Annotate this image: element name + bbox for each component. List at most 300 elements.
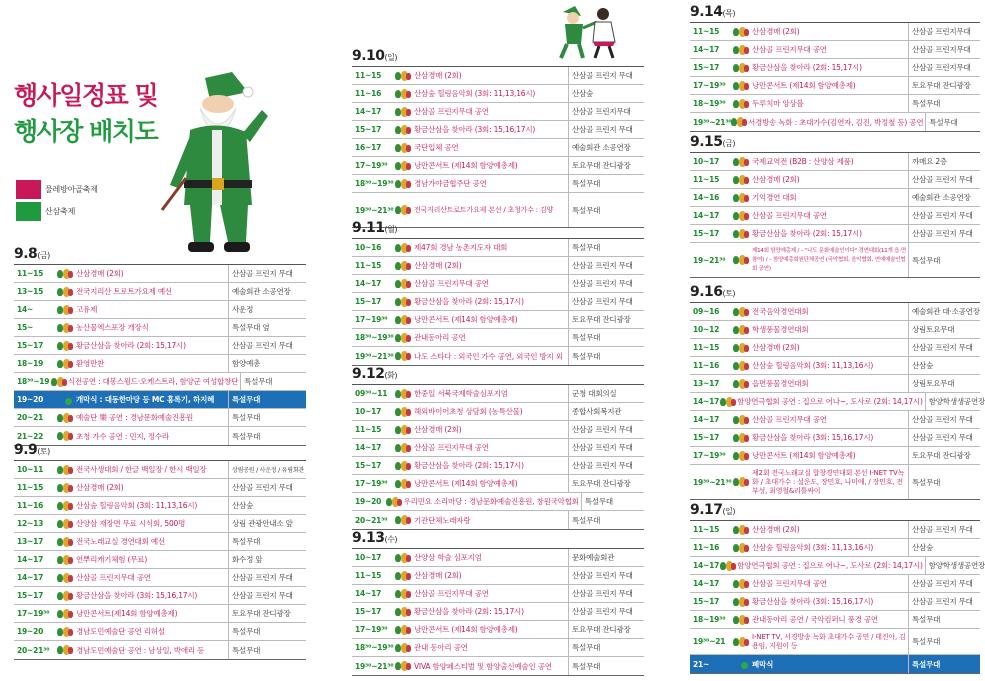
schedule-row [352, 493, 644, 511]
event-time: 17~19³⁰ [355, 625, 388, 634]
mascot-icon [392, 259, 414, 273]
schedule-row [14, 319, 306, 337]
event-place: 특설무대 옆 [228, 319, 306, 336]
title-line-1: 행사일정표 및 [14, 81, 158, 110]
mascot-icon [730, 253, 752, 267]
event-time: 21~22 [17, 431, 44, 441]
mascot-icon [730, 413, 752, 427]
event-name: 낭만콘서트(제14회 함양예총제) [76, 609, 178, 618]
mascot-icon [54, 481, 76, 495]
event-time: 11~15 [355, 425, 382, 434]
mascot-icon [392, 331, 414, 345]
event-time: 14~17 [693, 579, 720, 588]
event-name: 나도 스타다 : 외국인 가수 공연, 외국인 방지 외 [414, 351, 563, 361]
day-9-8 [14, 244, 306, 446]
schedule-row [352, 385, 644, 403]
schedule-row [690, 77, 980, 95]
event-place: 특설무대 [228, 623, 306, 640]
mascot-icon [730, 449, 752, 463]
day-date: 9.13 [352, 530, 385, 546]
schedule-row [352, 311, 644, 329]
event-name: 기억경연 대회 [752, 193, 797, 202]
event-name: 낭만콘서트 (제14회 함양예총제) [752, 81, 856, 90]
event-name: 전국지리산 트로트가요제 예선 [76, 287, 172, 296]
event-place: 산삼숲 [228, 497, 306, 514]
event-place: 상림공원 / 사운정 / 유림회관 [228, 461, 306, 478]
day-date: 9.16 [690, 284, 723, 300]
event-time: 17~19³⁰ [355, 161, 388, 170]
event-name: 산삼골 프린지무대 공연 [414, 589, 489, 598]
mascot-icon [54, 571, 76, 585]
event-time: 14~17 [355, 443, 382, 452]
mascot-icon [392, 241, 414, 255]
event-time: 10~17 [355, 407, 382, 416]
schedule-table [14, 460, 306, 660]
event-place: 산삼골 프린지 무대 [568, 603, 644, 620]
event-time: 14~17 [693, 45, 720, 54]
schedule-row [352, 639, 644, 657]
event-time: 17~19³⁰ [17, 609, 50, 618]
mascot-icon [392, 69, 414, 83]
event-name: 황금산삼을 찾아라 (2회: 15,17시) [752, 63, 862, 72]
schedule-row [690, 411, 980, 429]
event-time: 13~15 [17, 287, 44, 296]
schedule-row [690, 429, 980, 447]
event-name: 농산물엑스포장 개장식 [76, 323, 149, 332]
schedule-row [690, 393, 985, 411]
event-time: 11~15 [17, 269, 44, 278]
schedule-row [352, 121, 644, 139]
schedule-row [352, 67, 644, 85]
event-place: 산삼골 프린지 무대 [568, 585, 644, 602]
schedule-table [352, 548, 644, 676]
event-time: 13~17 [693, 379, 720, 388]
event-place: 함양예총 [228, 355, 306, 372]
mascot-icon [392, 123, 414, 137]
schedule-row [352, 347, 644, 365]
mascot-icon [392, 623, 414, 637]
event-time: 10~12 [693, 325, 720, 334]
schedule-row [690, 465, 980, 499]
event-time: 18~19 [17, 359, 44, 368]
event-time: 20~21³⁰ [355, 515, 388, 525]
mascot-icon [392, 477, 414, 491]
mascot-icon [392, 405, 414, 419]
event-place: 산삼골 프린지 무대 [908, 171, 980, 188]
event-place: 토요무대 잔디광장 [908, 77, 980, 94]
mascot-icon [719, 559, 737, 573]
event-name: 식전공연 : 대봉스윙드·오케스트라, 함양군 여성합창단 [67, 377, 239, 386]
schedule-row [690, 629, 980, 655]
schedule-row [352, 139, 644, 157]
event-place: 까매요 2층 [908, 153, 980, 170]
event-name: 산양삼 재장면 무료 시식회, 500명 [76, 519, 186, 528]
schedule-row [14, 355, 306, 373]
mascot-icon [730, 61, 752, 75]
event-name: 제14회 함양예총제 / – "나도 문화예술인이다" 경연대회(11개 읍·면 참여) / – 함양예총회원단체공연 (국악협회, 음악협회, 연예예술인협회 공연) [752, 247, 906, 272]
event-time: 10~11 [17, 465, 44, 474]
mascot-icon [54, 339, 76, 353]
event-place: 산삼골 프린지 무대 [908, 207, 980, 224]
mascot-icon [392, 513, 414, 527]
event-place: 특설무대 [568, 347, 644, 365]
mascot-icon [730, 377, 752, 391]
mascot-icon [392, 313, 414, 327]
event-name: 황금산삼을 찾아라 (3회: 15,16,17시) [752, 433, 874, 442]
event-name: 낭만콘서트 (제14회 함양예총제) [414, 161, 518, 170]
event-time: 15~17 [355, 297, 382, 306]
page-title [14, 78, 157, 150]
event-place: 특설무대 [568, 657, 644, 675]
event-name: 폐막식 [752, 659, 774, 669]
mascot-icon [392, 605, 414, 619]
event-time: 14~17 [693, 561, 720, 570]
mascot-icon [730, 173, 752, 187]
event-place: 특설무대 [581, 493, 644, 510]
mascot-icon [730, 97, 752, 111]
schedule-row [14, 461, 306, 479]
event-time: 14~17 [17, 573, 44, 582]
schedule-row [352, 257, 644, 275]
schedule-row [690, 207, 980, 225]
event-place: 산삼골 프린지 무대 [908, 575, 980, 592]
schedule-row [14, 641, 306, 659]
event-place: 산삼골 프린지무대 [908, 23, 980, 40]
schedule-row [352, 85, 644, 103]
event-name: 황금산삼을 찾아라 (2회: 15,17시) [414, 607, 524, 616]
event-place: 산삼골 프린지 무대 [228, 479, 306, 496]
mascot-icon [392, 105, 414, 119]
mascot-icon [730, 431, 752, 445]
event-time: 11~15 [355, 71, 382, 80]
schedule-row [352, 175, 644, 193]
event-place: 산삼골 프린지 무대 [568, 293, 644, 310]
day-date: 9.11 [352, 220, 385, 236]
event-time: 18~19³⁰ [693, 615, 726, 624]
legend-item [16, 200, 98, 222]
day-date: 9.8 [14, 246, 38, 262]
event-place: 군청 대회의실 [568, 385, 644, 402]
event-name: 낭만콘서트 (제14회 함양예총제) [414, 625, 518, 634]
schedule-row [14, 265, 306, 283]
schedule-row [352, 421, 644, 439]
mascot-icon [54, 517, 76, 531]
event-time: 10~16 [355, 243, 382, 252]
event-name: 학생풍물경연대회 [752, 325, 809, 334]
event-name: 산삼숲 힐링음악회 (3회: 11,13,16시) [752, 543, 874, 552]
event-time: 18³⁰~19³⁰ [355, 333, 394, 342]
event-place: 산삼골 프린지 무대 [908, 411, 980, 428]
event-place: 산삼골 프린지무대 [908, 59, 980, 76]
legend-swatch-red [16, 180, 41, 199]
schedule-row [352, 239, 644, 257]
schedule-row [352, 603, 644, 621]
day-of-week: (금) [37, 251, 50, 260]
day-of-week: (일) [722, 507, 736, 516]
event-name: 산삼골 프린지무대 공연 [752, 415, 827, 424]
event-name: 우리민요 소리마당 : 경남문화예술진흥원, 창원국악협회 [403, 497, 579, 506]
event-time: 19³⁰~21³⁰ [355, 661, 394, 671]
mascot-icon [54, 607, 76, 621]
event-time: 18~19³⁰ [693, 99, 726, 108]
event-place: 산삼골 프린지 무대 [908, 521, 980, 538]
event-name: 낭만콘서트 (제14회 함양예총제) [414, 479, 518, 488]
schedule-row [690, 447, 980, 465]
schedule-row [352, 439, 644, 457]
schedule-row [352, 329, 644, 347]
mascot-icon [730, 613, 752, 627]
event-place: 토요무대 잔디광장 [568, 475, 644, 492]
mascot-icon [49, 375, 67, 389]
event-place: 특설무대 [925, 113, 980, 131]
mascot-icon [54, 643, 76, 657]
event-name: 낭만콘서트 (제14회 함양예총제) [414, 315, 518, 324]
event-time: 10~17 [693, 157, 720, 166]
event-name: I-NET TV, 서경방송 녹화 초대가수 공연 / 태진아, 김용임, 지원이 등 [752, 632, 906, 650]
event-name: 기관단체노래자랑 [414, 515, 471, 525]
event-time: 11~15 [693, 343, 720, 352]
mascot-icon [730, 541, 752, 555]
event-name: 산삼경매 (2회) [752, 27, 800, 36]
event-place: 특설무대 [228, 533, 306, 550]
event-name: 관내동아리 공연 [414, 333, 466, 342]
title-line-2: 행사장 배치도 [14, 117, 158, 146]
event-name: 산삼경매 (2회) [752, 175, 800, 184]
event-time: 15~17 [693, 597, 720, 606]
mascot-icon [730, 475, 752, 489]
day-header [690, 282, 980, 302]
mascot-icon [730, 359, 752, 373]
event-time: 14~ [17, 305, 34, 314]
event-name: 산삼골 프린지무대 공연 [76, 573, 151, 582]
event-time: 11~16 [355, 89, 382, 98]
event-time: 14~16 [693, 193, 720, 202]
day-header [352, 364, 644, 384]
mascot-icon [730, 577, 752, 591]
mascot-icon [392, 569, 414, 583]
event-place: 특설무대 [228, 641, 306, 659]
event-place: 특설무대 [568, 329, 644, 346]
event-name: 관내동아리 공연 / 국악컴퍼니 풍경 공연 [752, 615, 878, 624]
day-of-week: (수) [384, 535, 398, 544]
event-place: 예술회관 소공연장 [568, 139, 644, 156]
schedule-row [690, 113, 980, 131]
schedule-table [352, 66, 644, 228]
event-time: 21~ [693, 659, 710, 669]
schedule-row [352, 621, 644, 639]
schedule-row [14, 283, 306, 301]
schedule-row [690, 357, 980, 375]
schedule-row [690, 539, 980, 557]
schedule-row [14, 497, 306, 515]
event-time: 15~17 [355, 125, 382, 134]
schedule-row [690, 655, 980, 673]
event-name: 함양연극협회 공연 : 집으로 어나~, 도사로 (2회: 14,17시) [737, 561, 923, 570]
event-place: 산삼골 프린지 무대 [908, 339, 980, 356]
schedule-row [690, 521, 980, 539]
mascot-icon [730, 25, 752, 39]
event-name: 전국지리산트로트가요제 본선 / 초청가수 : 김양 [414, 205, 554, 214]
schedule-row [690, 575, 980, 593]
schedule-table [690, 152, 980, 278]
schedule-row [690, 41, 980, 59]
mascot-icon [385, 495, 403, 509]
event-place: 토요무대 잔디광장 [568, 621, 644, 638]
event-place: 종합사회복지관 [568, 403, 644, 420]
schedule-row [14, 569, 306, 587]
event-name: 황금산삼을 찾아라 (2회: 15,17시) [752, 229, 862, 238]
schedule-row [690, 95, 980, 113]
schedule-row [690, 23, 980, 41]
schedule-row [690, 303, 980, 321]
day-of-week: (일) [384, 53, 398, 62]
day-9-15 [690, 132, 980, 278]
ceremony-icon [730, 657, 752, 671]
day-date: 9.15 [690, 134, 723, 150]
day-header [352, 46, 644, 66]
event-name: 전국사생대회 / 한글 백일장 / 한시 백일장 [76, 465, 207, 474]
event-name: 산삼골 프린지무대 공연 [752, 211, 827, 220]
event-place: 특설무대 [908, 465, 980, 499]
schedule-row [14, 623, 306, 641]
day-9-10 [352, 46, 644, 228]
schedule-row [14, 391, 306, 409]
day-date: 9.17 [690, 502, 723, 518]
event-time: 12~13 [17, 519, 44, 528]
event-place: 화수정 앞 [228, 551, 306, 568]
event-time: 11~15 [355, 571, 382, 580]
event-name: 산삼숲 힐링음악회 (3회: 11,13,16시) [752, 361, 874, 370]
mascot-icon [392, 387, 414, 401]
event-name: 황금산삼을 찾아라 (3회: 15,16,17시) [752, 597, 874, 606]
event-place: 특설무대 [908, 629, 980, 654]
schedule-row [690, 59, 980, 77]
mascot-icon [730, 635, 752, 649]
event-time: 18³⁰~19³⁰ [355, 179, 394, 188]
event-name: 환영만찬 [76, 359, 105, 368]
event-time: 15~17 [355, 607, 382, 616]
event-time: 18³⁰~19³⁰ [355, 643, 394, 652]
event-name: 읍면풍물경연대회 [752, 379, 809, 388]
schedule-row [352, 403, 644, 421]
mascot-icon [730, 305, 752, 319]
schedule-row [690, 321, 980, 339]
event-time: 11~15 [693, 175, 720, 184]
mascot-icon [54, 625, 76, 639]
event-place: 문화예술회관 [568, 549, 644, 566]
event-place: 특설무대 [228, 427, 306, 445]
event-name: 전국음악경연대회 [752, 307, 809, 316]
event-place: 특설무대 [908, 611, 980, 628]
event-time: 14~17 [17, 555, 44, 564]
schedule-table [690, 22, 980, 132]
mascot-icon [392, 141, 414, 155]
event-time: 17~19³⁰ [355, 315, 388, 324]
schedule-row [690, 593, 980, 611]
event-time: 11~15 [17, 483, 44, 492]
event-place: 특설무대 [908, 243, 980, 277]
day-of-week: (목) [722, 9, 736, 18]
event-place: 특설무대 [240, 373, 306, 390]
event-time: 15~17 [17, 591, 44, 600]
event-time: 16~17 [355, 143, 382, 152]
event-time: 19³⁰~21³⁰ [693, 117, 732, 127]
event-time: 15~17 [693, 229, 720, 238]
event-time: 11~15 [693, 525, 720, 534]
mascot-icon [54, 589, 76, 603]
event-place: 특설무대 [568, 193, 644, 227]
mascot-icon [54, 499, 76, 513]
schedule-row [690, 339, 980, 357]
event-time: 14~17 [693, 415, 720, 424]
day-date: 9.9 [14, 442, 38, 458]
day-header [14, 244, 306, 264]
event-name: 황금산삼을 찾아라 (2회: 15,17시) [414, 297, 524, 306]
schedule-table [690, 520, 985, 674]
legend-item [16, 178, 98, 200]
day-header [14, 440, 306, 460]
event-name: 관내 동아리 공연 [414, 643, 468, 652]
schedule-table [14, 264, 306, 446]
event-place: 산삼숲 [568, 85, 644, 102]
event-name: 개막식 : 대동한마당 등 MC 홍록기, 하지혜 [76, 395, 215, 404]
mascot-icon [54, 321, 76, 335]
event-name: 경남도민예술단 공연 : 남상일, 박애리 등 [76, 645, 205, 655]
event-name: VIVA 함양페스티벌 및 함양출신예술인 공연 [414, 661, 552, 671]
schedule-row [690, 171, 980, 189]
event-name: 산삼경매 (2회) [76, 483, 124, 492]
event-time: 11~16 [693, 361, 720, 370]
legend-label: 물레방아골축제 [45, 184, 98, 194]
event-time: 19~20 [17, 395, 44, 404]
mascot-icon [54, 553, 76, 567]
schedule-row [14, 409, 306, 427]
mascot-icon [54, 303, 76, 317]
mascot-icon [730, 191, 752, 205]
day-header [352, 218, 644, 238]
event-time: 20~21³⁰ [17, 645, 50, 655]
event-name: 황금산삼을 찾아라 (3회: 15,16,17시) [414, 125, 536, 134]
mascot-icon [392, 295, 414, 309]
schedule-row [690, 153, 980, 171]
event-place: 산삼숲 [908, 539, 980, 556]
mascot-icon [392, 203, 414, 217]
event-place: 사운정 [228, 301, 306, 318]
event-time: 09³⁰~11 [355, 389, 388, 398]
schedule-row [352, 657, 644, 675]
mascot-icon [730, 155, 752, 169]
day-9-16 [690, 282, 985, 500]
event-time: 14~17 [355, 589, 382, 598]
day-9-11 [352, 218, 644, 366]
schedule-table [352, 238, 644, 366]
event-name: 함양연극협회 공연 : 집으로 어나~, 도사로 (2회: 14,17시) [737, 397, 923, 406]
event-name: 황금산삼을 찾아라 (2회: 15,17시) [414, 461, 524, 470]
event-place: 상림토요무대 [908, 375, 980, 392]
event-name: 산삼숲 힐링음악회 (3회: 11,13,16시) [414, 89, 536, 98]
day-of-week: (금) [722, 139, 736, 148]
mascot-icon [719, 395, 737, 409]
event-place: 산삼골 프린지무대 [908, 41, 980, 58]
schedule-row [352, 549, 644, 567]
schedule-row [14, 337, 306, 355]
event-name: 산삼경매 (2회) [414, 261, 462, 270]
schedule-row [352, 511, 644, 529]
schedule-table [352, 384, 644, 530]
schedule-row [14, 551, 306, 569]
mascot-icon [54, 357, 76, 371]
mascot-icon [54, 411, 76, 425]
